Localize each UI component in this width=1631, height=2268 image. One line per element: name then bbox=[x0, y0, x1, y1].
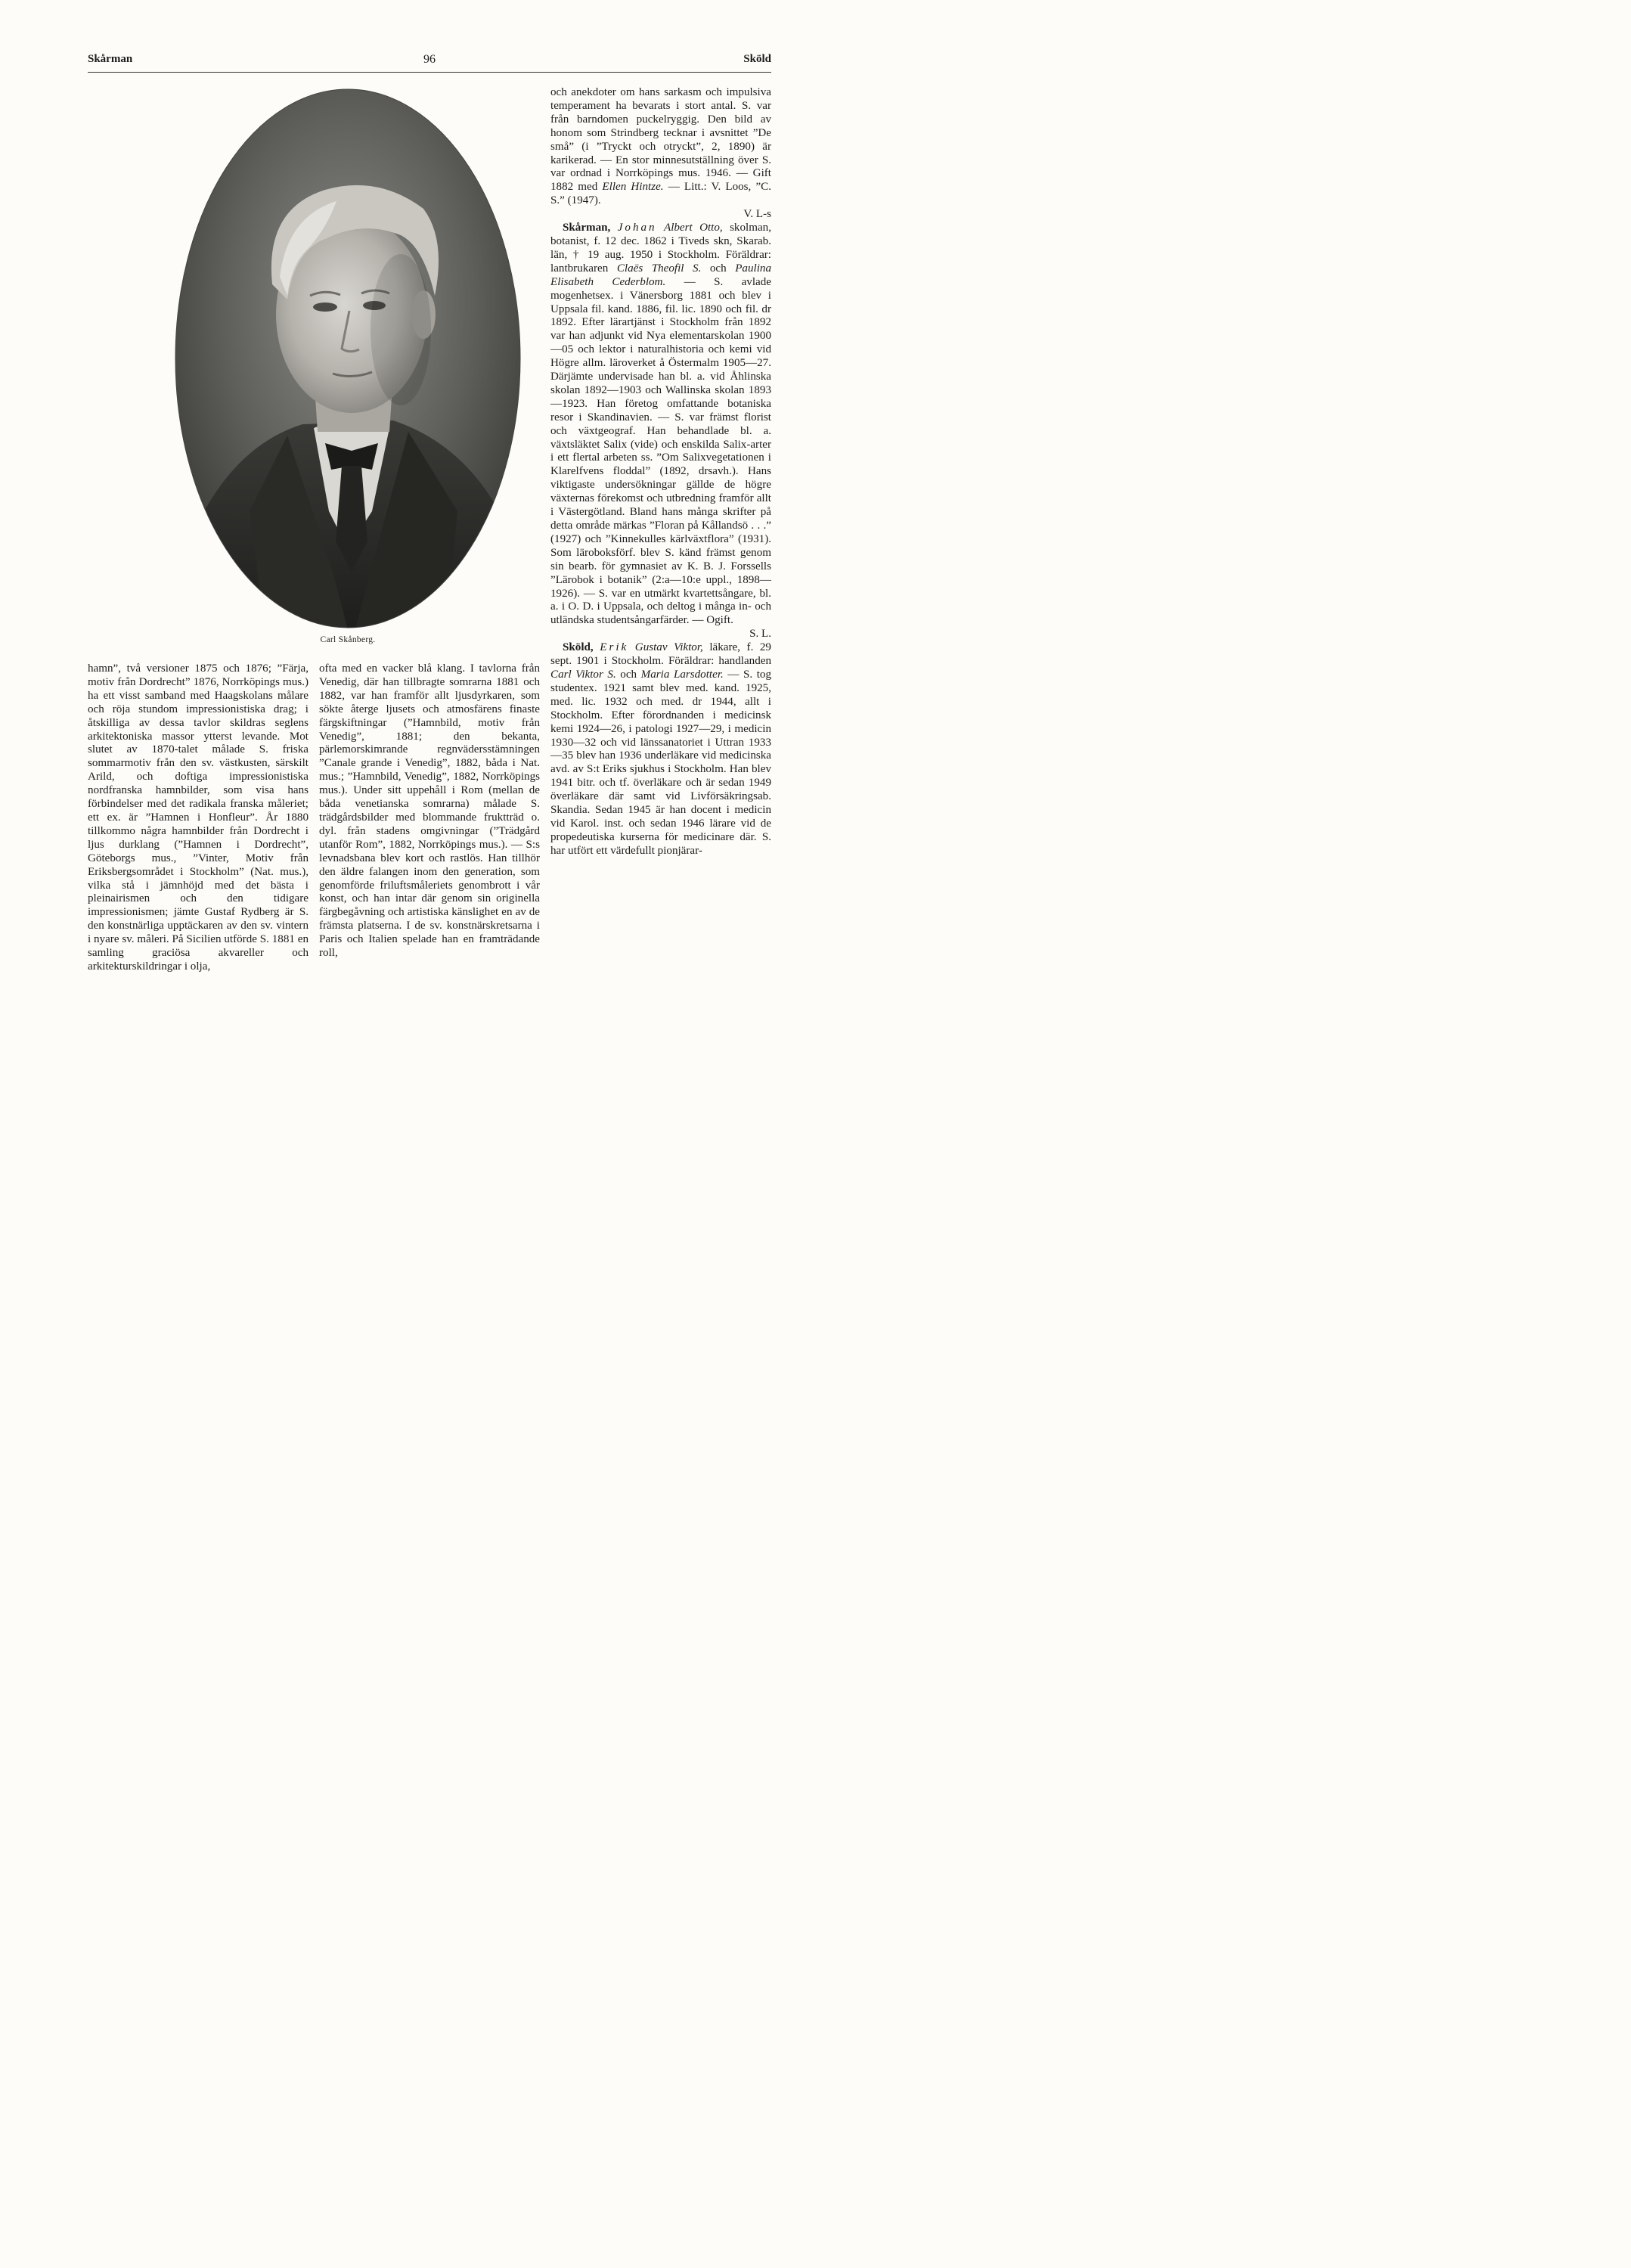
header-left-word: Skårman bbox=[88, 53, 133, 65]
entry-skarman-names: Albert Otto, bbox=[663, 222, 723, 234]
header-rule bbox=[88, 72, 771, 73]
middle-column-text: ofta med en vacker blå klang. I tavlorna från Venedig, där han tillbragte somrarna 1881 och 1882, var han framför allt ljusdyrkaren, som sökte återge ljusets och atmosfärens finaste färgskiftningar (”Hamnbild, motiv från Venedig”, 1881; den bekanta, pärlemorskimrande regnvädersstämningen ”Canale grande i Venedig”, 1882, båda i Nat. mus.; ”Hamnbild, Venedig”, 1882, Norrköpings mus.). Under sitt uppehåll i Rom (mellan de båda venetianska somrarna) målade S. trädgårdsbilder med blommande fruktträd o. dyl. från stadens omgivningar (”Trädgård utanför Rom”, 1882, Norrköpings mus.). — S:s levnadsbana blev kort och rastlös. Han tillhör den äldre falangen inom den generation, som genomförde friluftsmåleriets genombrott i vår konst, och han intar där genom sin originella färgbegåvning och artistiska känslighet en av de främsta platserna. I de sv. konstnärskretsarna i Paris och Italien spelade han en framträdande roll, bbox=[319, 662, 540, 960]
entry-continuation bbox=[550, 86, 771, 208]
entry-skarman-mother: Paulina Elisabeth Cederblom. bbox=[550, 262, 771, 288]
entry-skold-and: och bbox=[616, 668, 641, 681]
continuation-spouse: Ellen Hintze. bbox=[602, 181, 664, 194]
continuation-text: och anekdoter om hans sarkasm och impulsiva temperament ha bevarats i stort antal. S. var från barndomen puckelryggig. Den bild av honom som Strindberg tecknar i avsnittet ”De små” (i ”Tryckt och otryckt”, 2, 1890) är karikerad. — En stor minnesutställning över S. var ordnad i Norrköpings mus. 1946. — Gift 1882 med bbox=[550, 86, 771, 194]
header-right-word: Sköld bbox=[743, 53, 771, 65]
portrait-photo bbox=[174, 88, 522, 629]
left-column bbox=[88, 662, 309, 974]
entry-skold-headword: Sköld, bbox=[563, 641, 594, 654]
entry-skarman-firstname: Johan bbox=[617, 222, 657, 234]
entry-skarman-and: och bbox=[701, 262, 736, 275]
entry-skold-mother: Maria Larsdotter. bbox=[640, 668, 724, 681]
middle-column bbox=[319, 662, 540, 960]
entry-skold-firstname: Erik bbox=[600, 641, 629, 654]
book-page bbox=[0, 0, 815, 1134]
entry-skarman-text-a: skolman, botanist, f. 12 dec. 1862 i Tiveds skn, Skarab. län, † 19 aug. 1950 i Stockholm. Föräldrar: lantbrukaren bbox=[550, 222, 771, 275]
right-column bbox=[550, 86, 771, 858]
entry-skold-father: Carl Viktor S. bbox=[550, 668, 616, 681]
signature-vls: V. L-s bbox=[743, 208, 771, 221]
entry-skold-text-a: läkare, f. 29 sept. 1901 i Stockholm. Föräldrar: handlanden bbox=[550, 641, 771, 668]
portrait-figure bbox=[174, 88, 522, 629]
page-number: 96 bbox=[423, 53, 436, 66]
entry-skold bbox=[550, 641, 771, 858]
entry-skold-text-b: — S. tog studentex. 1921 samt blev med. kand. 1925, med. lic. 1932 och med. dr 1944, allt i Stockholm. Efter förordnanden i medicinsk kemi 1924—26, i patologi 1927—29, i medicin 1930—32 och vid länssanatoriet i Uttran 1933—35 blev han 1936 underläkare vid medicinska avd. av S:t Eriks sjukhus i Stockholm. Han blev 1941 bitr. och tf. överläkare och är sedan 1949 överläkare där samt vid Livförsäkringsab. Skandia. Sedan 1945 är han docent i medicin vid Karol. inst. och sedan 1946 lärare vid de propedeutiska kurserna för medicinare där. S. har utfört ett värdefullt pionjärar- bbox=[550, 668, 772, 857]
entry-skarman-headword: Skårman, bbox=[563, 222, 611, 234]
entry-skold-names: Gustav Viktor, bbox=[634, 641, 703, 654]
continuation-literature: — Litt.: V. Loos, ”C. S.” (1947). bbox=[550, 181, 771, 207]
entry-skarman-text-b: — S. avlade mogenhetsex. i Vänersborg 1881 och blev i Uppsala fil. kand. 1886, fil. lic. 1890 och fil. dr 1892. Efter lärartjänst i Stockholm från 1892 var han adjunkt vid Nya elementarskolan 1900—05 och lektor i naturalhistoria och kemi vid Högre allm. läroverket å Östermalm 1905—27. Därjämte undervisade han bl. a. vid Åhlinska skolan 1892—1903 och Wallinska skolan 1893—1923. Han företog omfattande botaniska resor i Skandinavien. — S. var främst florist och växtgeograf. Han behandlade bl. a. växtsläktet Salix (vide) och enskilda Salix-arter i ett flertal arbeten ss. ”Om Salixvegetationen i Klarelfvens floddal” (1892, drsavh.). Hans viktigaste undersökningar gällde de högre växternas förekomst och utbredning framför allt i Västergötland. Bland hans många skrifter på detta område märkas ”Floran på Kållandsö . . .” (1927) och ”Kinnekulles kärlväxtflora” (1931). Som läroboksförf. blev S. känd främst genom sin bearb. för gymnasiet av K. B. J. Forssells ”Lärobok i botanik” (2:a—10:e uppl., 1898—1926). — S. var en utmärkt kvartettsångare, bl. a. i O. D. i Uppsala, och deltog i många in- och utländska studentsångarfärder. — Ogift. bbox=[550, 275, 771, 627]
left-column-text: hamn”, två versioner 1875 och 1876; ”Färja, motiv från Dordrecht” 1876, Norrköpings mus.) ha ett visst samband med Haagskolans målare och röja stundom impressionistiska drag; i åtskilliga av dessa tavlor skildras seglens arkitektoniska massor ytterst levande. Mot slutet av 1870-talet målade S. friska sommarmotiv från den sv. västkusten, särskilt Arild, och doftiga impressionistiska nordfranska hamnbilder, som visa hans förbindelser med det radikala franska måleriet; ett ex. är ”Hamnen i Honfleur”. År 1880 tillkommo några hamnbilder från Dordrecht i ljus durklang (”Hamnen i Dordrecht”, Göteborgs mus., ”Vinter, Motiv från Eriksbergsområdet i Stockholm” (Nat. mus.), vilka stå i jämnhöjd med det bästa i pleinairismen och den tidigare impressionismen; jämte Gustaf Rydberg är S. den konstnärliga upptäckaren av den sv. vintern i nyare sv. måleri. På Sicilien utförde S. 1881 en samling graciösa akvareller och arkitekturskildringar i olja, bbox=[88, 662, 309, 973]
entry-skarman-father: Claës Theofil S. bbox=[616, 262, 702, 275]
portrait-caption: Carl Skånberg. bbox=[320, 635, 376, 644]
entry-skarman bbox=[550, 222, 771, 628]
signature-sl: S. L. bbox=[749, 628, 771, 641]
